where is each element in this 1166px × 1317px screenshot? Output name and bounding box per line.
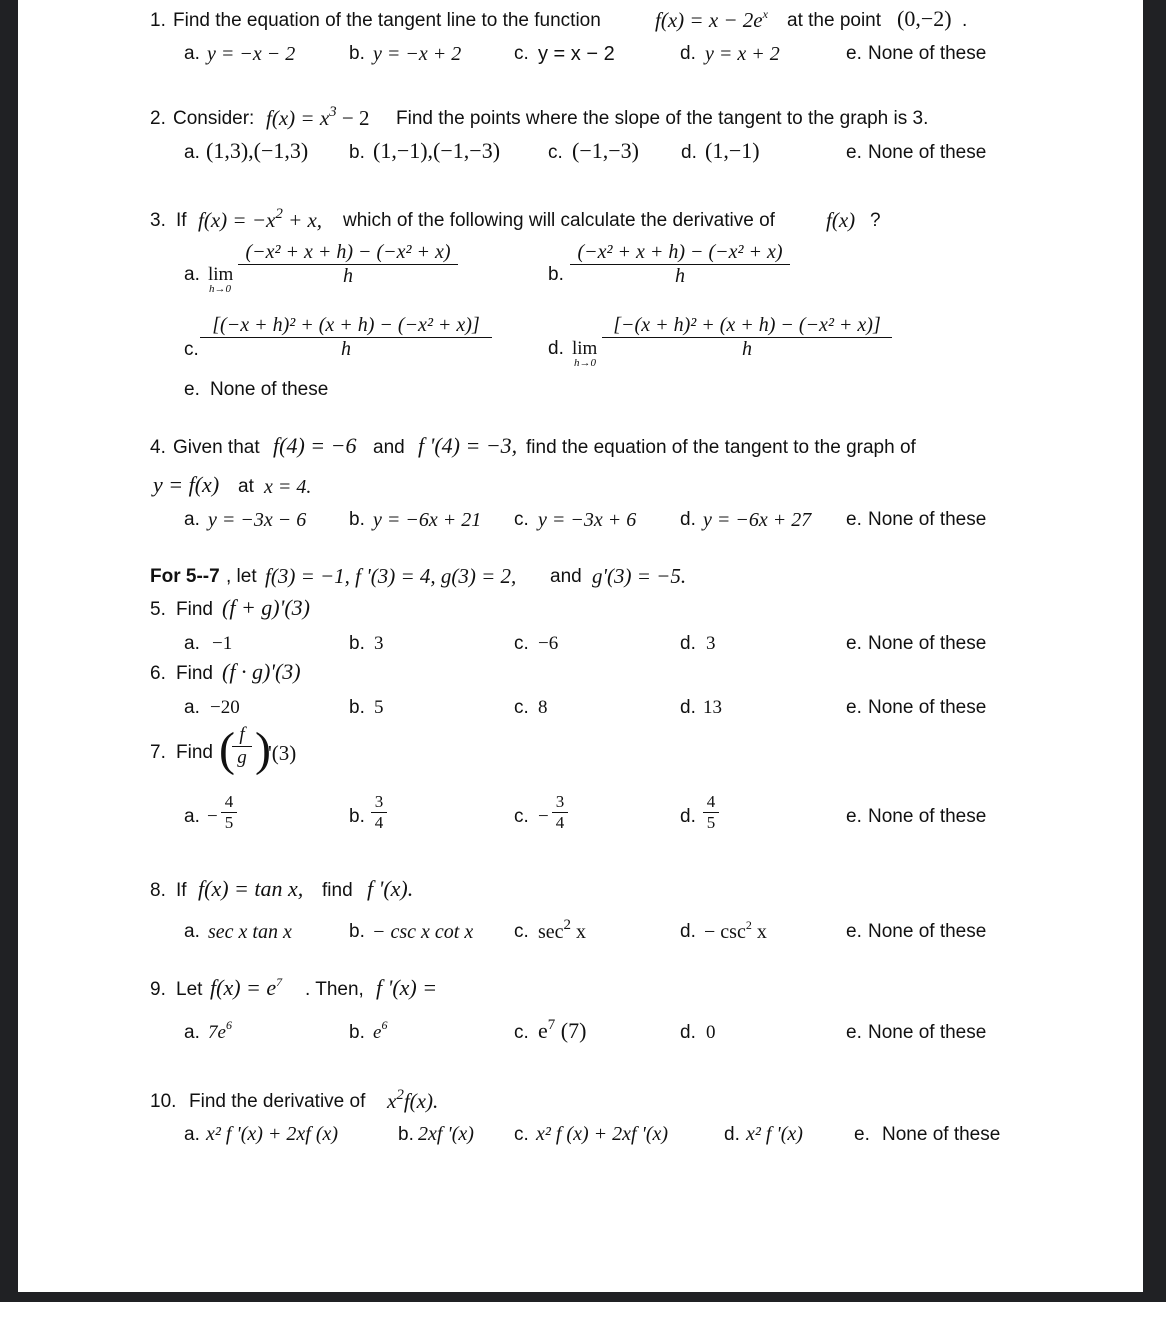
q9-choice-d: 0 <box>706 1022 716 1043</box>
q6-text: Find <box>176 663 213 684</box>
q10-choice-c: x² f (x) + 2xf '(x) <box>536 1123 669 1145</box>
q6-choice-b-label: b. <box>349 697 365 718</box>
q3-if: If <box>176 210 187 231</box>
q5-choice-c-label: c. <box>514 633 529 654</box>
q7-left-paren: ( <box>219 723 235 776</box>
q8-choice-d-label: d. <box>680 921 696 942</box>
q2-choice-e-label: e. <box>846 142 862 163</box>
q4-and: and <box>373 437 405 458</box>
q7-choice-b-den: 4 <box>374 813 384 832</box>
q4-line2-x: x = 4. <box>264 476 312 498</box>
q1-choice-b: y = −x + 2 <box>373 43 462 65</box>
q1-choice-c: y = x − 2 <box>538 43 615 65</box>
q6-number: 6. <box>150 663 166 684</box>
q3-choice-d-numerator: [−(x + h)² + (x + h) − (−x² + x)] <box>602 314 892 338</box>
q3-choice-d-denominator: h <box>742 338 752 360</box>
q2-choice-c: (−1,−3) <box>572 138 639 163</box>
q3-choice-b-label: b. <box>548 264 564 285</box>
q7-choice-c-num: 3 <box>552 792 568 813</box>
q7-choice-d-fraction <box>703 792 719 833</box>
q4-line2-eq: y = f(x) <box>153 472 220 497</box>
q2-choice-d: (1,−1) <box>705 138 760 163</box>
q7-text: Find <box>176 742 213 763</box>
q6-choice-a-label: a. <box>184 697 200 718</box>
q9-choice-c: $e^7$ (7) <box>538 1017 587 1043</box>
q5-choice-e: None of these <box>868 633 987 654</box>
q3-choice-a-fraction <box>238 241 458 288</box>
q7-choice-d-num: 4 <box>703 792 719 813</box>
q3-text-mid: which of the following will calculate the derivative of <box>343 210 775 231</box>
q2-choice-b: (1,−1),(−1,−3) <box>373 138 501 163</box>
q5-choice-b-label: b. <box>349 633 365 654</box>
q1-period: . <box>962 10 968 31</box>
q5-number: 5. <box>150 599 166 620</box>
q1-point: (0,−2) <box>897 6 952 31</box>
q10-choice-a: x² f '(x) + 2xf (x) <box>206 1123 339 1145</box>
q8-number: 8. <box>150 880 166 901</box>
q4-choice-b-label: b. <box>349 509 365 530</box>
q9-choice-a: $7e^6$ <box>208 1018 232 1043</box>
q3-choice-d-lim-sub: h→0 <box>574 357 596 369</box>
q3-choice-b-fraction <box>570 241 790 288</box>
q9-derivative: f '(x) = <box>376 975 438 1000</box>
q6-choice-d: 13 <box>703 697 722 718</box>
intro-g3: g'(3) = −5. <box>592 564 687 588</box>
q4-choice-a-label: a. <box>184 509 200 530</box>
q10-choice-a-label: a. <box>184 1124 200 1145</box>
q2-text: Consider: <box>173 108 255 129</box>
q6-choice-b: 5 <box>374 697 384 718</box>
q9-let: Let <box>176 979 203 1000</box>
q3-choice-a-lim-sub: h→0 <box>209 283 231 295</box>
q7-tail: '(3) <box>268 741 297 765</box>
q3-choice-c-numerator: [(−x + h)² + (x + h) − (−x² + x)] <box>200 314 492 338</box>
q6-choice-e-label: e. <box>846 697 862 718</box>
q3-choice-b-numerator: (−x² + x + h) − (−x² + x) <box>570 241 790 265</box>
q7-choice-c-fraction <box>552 792 568 833</box>
q4-choice-e: None of these <box>868 509 987 530</box>
q7-choice-a-fraction <box>221 792 237 833</box>
q9-then: . Then, <box>305 979 364 1000</box>
q8-choice-d: − $\csc^2 x$ <box>704 918 767 943</box>
q5-choice-c: −6 <box>538 633 559 654</box>
q10-choice-b: 2xf '(x) <box>418 1123 474 1145</box>
q7-right-paren: ) <box>255 723 271 776</box>
q7-choice-a-label: a. <box>184 806 200 827</box>
intro-text: , let <box>226 566 257 587</box>
bottom-band <box>0 1302 1166 1317</box>
q7-choice-e-label: e. <box>846 806 862 827</box>
q5-choice-a-label: a. <box>184 633 200 654</box>
q7-choice-d-label: d. <box>680 806 696 827</box>
q3-choice-d-fraction <box>602 314 892 361</box>
q3-function: $f(x) = -x^2 + x$, <box>198 206 323 232</box>
q4-choice-c-label: c. <box>514 509 529 530</box>
q5-text: Find <box>176 599 213 620</box>
q3-choice-c-fraction <box>200 314 492 361</box>
q4-choice-b: y = −6x + 21 <box>373 509 482 531</box>
q1-choice-a-label: a. <box>184 43 200 64</box>
q4-given: Given that <box>173 437 260 458</box>
q3-choice-a-lim: lim <box>208 264 234 285</box>
intro-and: and <box>550 566 582 587</box>
q8-choice-e: None of these <box>868 921 987 942</box>
q3-choice-c-label: c. <box>184 339 199 360</box>
q3-choice-a-numerator: (−x² + x + h) − (−x² + x) <box>238 241 458 265</box>
q9-number: 9. <box>150 979 166 1000</box>
q5-choice-b: 3 <box>374 633 384 654</box>
q3-fx-end: f(x) <box>826 208 856 232</box>
q4-fp4: f '(4) = −3, <box>418 433 518 458</box>
q6-expr: (f · g)'(3) <box>222 659 301 684</box>
q1-choice-c-label: c. <box>514 43 529 64</box>
q2-choice-a: (1,3),(−1,3) <box>206 138 309 163</box>
q7-choice-b-fraction <box>371 792 387 833</box>
q9-choice-e-label: e. <box>846 1022 862 1043</box>
q10-choice-d: x² f '(x) <box>746 1123 803 1145</box>
q5-expr: (f + g)'(3) <box>222 595 310 620</box>
q1-choice-e-label: e. <box>846 43 862 64</box>
q6-choice-a: −20 <box>210 697 240 718</box>
q3-choice-d-label: d. <box>548 338 564 359</box>
q7-number: 7. <box>150 742 166 763</box>
q8-function: f(x) = tan x, <box>198 876 304 901</box>
q5-choice-a: −1 <box>212 633 233 654</box>
q7-choice-a-den: 5 <box>224 813 234 832</box>
q6-choice-e: None of these <box>868 697 987 718</box>
intro-bold: For 5--7 <box>150 566 220 587</box>
q9-function: $f(x) = e^7$ <box>210 975 283 1000</box>
q4-choice-c: y = −3x + 6 <box>538 509 637 531</box>
q1-function: $f(x) = x - 2e^x$ <box>655 7 768 32</box>
q7-fraction <box>232 724 252 769</box>
q2-choice-e: None of these <box>868 142 987 163</box>
q9-choice-b: $e^6$ <box>373 1018 388 1043</box>
q2-text-post: Find the points where the slope of the tangent to the graph is 3. <box>396 108 929 129</box>
q5-choice-e-label: e. <box>846 633 862 654</box>
q5-choice-d: 3 <box>706 633 716 654</box>
q7-numerator: f <box>232 724 252 747</box>
intro-values: f(3) = −1, f '(3) = 4, g(3) = 2, <box>265 564 517 588</box>
q4-f4: f(4) = −6 <box>273 433 357 458</box>
q6-choice-c-label: c. <box>514 697 529 718</box>
q3-choice-e-label: e. <box>184 379 200 400</box>
q6-choice-d-label: d. <box>680 697 696 718</box>
q10-text: Find the derivative of <box>189 1091 366 1112</box>
q4-line2-at: at <box>238 476 254 497</box>
q3-choice-a-label: a. <box>184 264 200 285</box>
q2-choice-c-label: c. <box>548 142 563 163</box>
q9-choice-d-label: d. <box>680 1022 696 1043</box>
q10-expr: $x^2f(x)$. <box>387 1087 439 1113</box>
q3-choice-a-denominator: h <box>343 265 353 287</box>
q7-choice-d-den: 5 <box>706 813 716 832</box>
q6-choice-c: 8 <box>538 697 548 718</box>
q1-choice-b-label: b. <box>349 43 365 64</box>
q8-if: If <box>176 880 187 901</box>
q8-derivative: f '(x). <box>367 876 414 901</box>
q3-qmark: ? <box>870 210 881 231</box>
q1-choice-e: None of these <box>868 43 987 64</box>
q7-choice-b-label: b. <box>349 806 365 827</box>
q2-choice-b-label: b. <box>349 142 365 163</box>
q3-choice-d-lim: lim <box>572 338 598 359</box>
q2-number: 2. <box>150 108 166 129</box>
q7-denominator: g <box>237 747 247 768</box>
q10-choice-e-label: e. <box>854 1124 870 1145</box>
q7-choice-c-label: c. <box>514 806 529 827</box>
q1-choice-a: y = −x − 2 <box>207 43 296 65</box>
q2-choice-d-label: d. <box>681 142 697 163</box>
q3-choice-c-denominator: h <box>341 338 351 360</box>
q7-choice-c-sign: − <box>538 806 549 827</box>
q7-choice-a-sign: − <box>207 806 218 827</box>
q7-choice-c-den: 4 <box>555 813 565 832</box>
q5-choice-d-label: d. <box>680 633 696 654</box>
q8-choice-b-label: b. <box>349 921 365 942</box>
q8-choice-b: − csc x cot x <box>372 921 474 943</box>
q10-choice-e: None of these <box>882 1124 1001 1145</box>
q4-choice-e-label: e. <box>846 509 862 530</box>
q7-choice-b-num: 3 <box>371 792 387 813</box>
q3-choice-b-denominator: h <box>675 265 685 287</box>
q2-function: $f(x) = x^3 - 2$ <box>266 104 370 130</box>
q10-choice-b-label: b. <box>398 1124 414 1145</box>
q4-choice-d-label: d. <box>680 509 696 530</box>
q8-choice-a-label: a. <box>184 921 200 942</box>
q2-choice-a-label: a. <box>184 142 200 163</box>
q3-number: 3. <box>150 210 166 231</box>
q4-number: 4. <box>150 437 166 458</box>
q9-choice-b-label: b. <box>349 1022 365 1043</box>
q8-choice-c-label: c. <box>514 921 529 942</box>
q1-text-mid: at the point <box>787 10 882 31</box>
q9-choice-e: None of these <box>868 1022 987 1043</box>
q4-text-post: find the equation of the tangent to the graph of <box>526 437 916 458</box>
q8-choice-c: $\sec^2 x$ <box>538 917 587 943</box>
q10-choice-c-label: c. <box>514 1124 529 1145</box>
q8-choice-e-label: e. <box>846 921 862 942</box>
q8-find: find <box>322 880 353 901</box>
q1-choice-d: y = x + 2 <box>705 43 780 65</box>
q8-choice-a: sec x tan x <box>208 921 292 943</box>
q10-number: 10. <box>150 1091 177 1112</box>
q1-number: 1. <box>150 10 166 31</box>
q9-choice-a-label: a. <box>184 1022 200 1043</box>
q10-choice-d-label: d. <box>724 1124 740 1145</box>
q3-choice-e: None of these <box>210 379 329 400</box>
q1-text: Find the equation of the tangent line to the function <box>173 10 601 31</box>
q7-choice-e: None of these <box>868 806 987 827</box>
q4-choice-a: y = −3x − 6 <box>208 509 307 531</box>
q7-choice-a-num: 4 <box>221 792 237 813</box>
q9-choice-c-label: c. <box>514 1022 529 1043</box>
q4-choice-d: y = −6x + 27 <box>703 509 812 531</box>
q1-choice-d-label: d. <box>680 43 696 64</box>
